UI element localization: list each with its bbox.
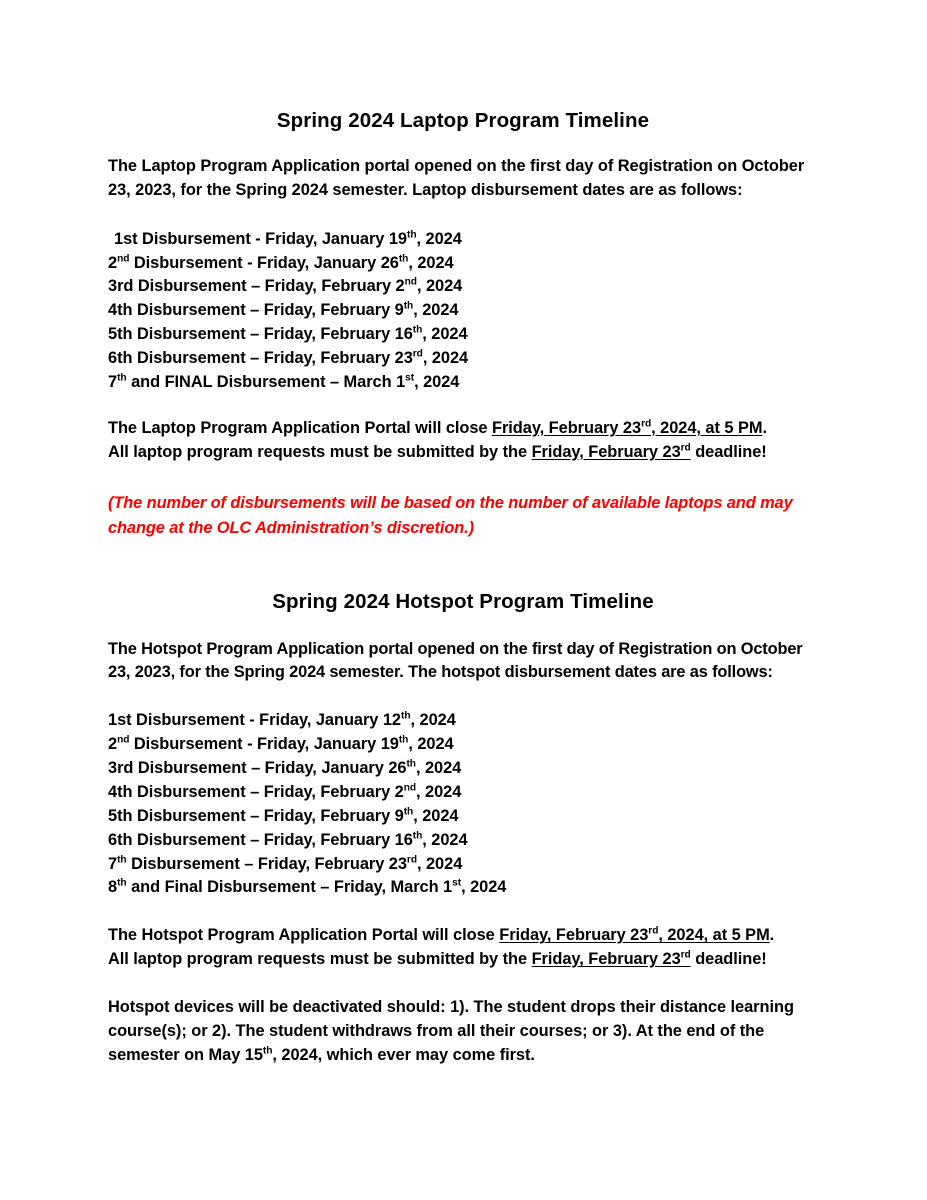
disbursement-ordinal: 1st [108,711,132,730]
close-prefix: The Laptop Program Application Portal will close [108,418,492,437]
close-suffix: . [769,926,775,945]
disbursement-ordinal: 6th [108,349,133,368]
day-suffix: th [398,253,409,265]
ordinal-suffix: th [117,372,127,384]
list-item [108,275,818,299]
disbursement-label: Disbursement – Friday, February 16 [132,830,413,849]
list-item [108,323,818,347]
laptop-disbursement-list [108,228,818,395]
disbursement-year: , 2024 [413,301,459,320]
disbursement-year: , 2024 [408,735,454,754]
day-suffix: nd [404,276,417,288]
disbursement-year: , 2024 [416,229,462,248]
disbursement-year: , 2024 [413,806,459,825]
submission-deadline-line [108,441,818,465]
list-item [108,829,818,853]
list-item [108,709,818,733]
disbursement-year: , 2024 [415,758,462,777]
disbursement-year: , 2024 [414,373,460,392]
list-item [108,757,818,781]
ordinal-suffix: th [117,854,127,866]
list-item [108,299,818,323]
disbursement-label: Disbursement – Friday, February 9 [132,301,404,320]
disbursement-year: , 2024 [416,277,463,296]
disbursement-year: , 2024 [410,711,456,730]
disbursement-year: , 2024 [416,782,462,801]
deactivation-suffix: , 2024, which ever may come first. [272,1045,535,1064]
disbursement-label: Disbursement – Friday, February 16 [132,325,413,344]
day-suffix: th [403,300,414,312]
day-suffix: rd [406,854,417,866]
hotspot-section-heading: Spring 2024 Hotspot Program Timeline [272,589,654,613]
submit-suffix: deadline! [690,950,767,969]
disbursement-ordinal: 5th [108,806,133,825]
disbursement-ordinal: 8 [108,878,118,897]
disbursement-ordinal: 4th [108,301,133,320]
disbursement-year: , 2024 [422,325,468,344]
submit-prefix: All laptop program requests must be submitted by the [108,950,532,969]
disbursement-label: Disbursement - Friday, January 19 [129,735,399,754]
day-suffix: rd [412,348,423,360]
deadline-time: , 2024, at 5 PM [658,926,770,945]
disbursement-ordinal: 3rd [108,277,134,296]
day-suffix: th [398,734,409,746]
disbursement-ordinal: 2 [108,735,118,754]
hotspot-deactivation-paragraph [108,996,818,1067]
disbursement-year: , 2024 [408,253,454,272]
portal-close-line [108,924,818,948]
deadline-date: Friday, February 23 [492,418,642,437]
disbursement-ordinal: 3rd [108,758,134,777]
disbursement-label: Disbursement – Friday, February 2 [133,277,405,296]
submit-suffix: deadline! [690,442,767,461]
day-suffix: st [405,372,415,384]
day-suffix: rd [680,442,691,454]
disbursement-ordinal: 7 [108,373,118,392]
disbursement-ordinal: 6th [108,830,133,849]
disbursement-label: Disbursement - Friday, January 12 [131,711,401,730]
deadline-time: , 2024, at 5 PM [651,418,763,437]
day-suffix: rd [680,949,691,961]
portal-close-line [108,417,818,441]
day-suffix: th [403,806,414,818]
disbursement-year: , 2024 [422,349,469,368]
disbursement-year: , 2024 [416,854,463,873]
day-suffix: th [407,229,417,241]
submit-deadline-underlined [532,443,691,461]
disbursement-label: Disbursement - Friday, January 19 [137,229,407,248]
list-item [108,347,818,371]
day-suffix: th [401,710,411,722]
close-deadline-underlined [492,419,762,437]
disbursement-year: , 2024 [422,830,468,849]
list-item [108,733,818,757]
list-item [108,853,818,877]
deactivation-prefix: Hotspot devices will be deactivated should: 1). The student drops their distance learning course(s); or 2). The student withdraws from all their courses; or 3). At the end of the semester on May 15 [108,997,794,1064]
laptop-portal-close-paragraph [108,417,818,465]
disbursement-label: Disbursement - Friday, January 26 [129,253,399,272]
document-body [108,108,818,1067]
disbursement-label: Disbursement – Friday, February 2 [132,782,404,801]
day-suffix: th [262,1045,273,1057]
disbursement-label: and Final Disbursement – Friday, March 1 [126,878,453,897]
disbursement-year: , 2024 [461,878,507,897]
list-item [108,805,818,829]
deadline-date: Friday, February 23 [499,926,649,945]
disbursement-ordinal: 5th [108,325,133,344]
disbursement-ordinal: 7 [108,854,118,873]
disbursement-label: Disbursement – Friday, February 23 [132,349,413,368]
deadline-date: Friday, February 23 [531,950,681,969]
list-item [108,371,818,395]
hotspot-intro-paragraph: The Hotspot Program Application portal opened on the first day of Registration on October 23, 2023, for the Spring 2024 semester. The hotspot disbursement dates are as follows: [108,639,803,682]
disbursement-label: and FINAL Disbursement – March 1 [126,373,406,392]
list-item [108,781,818,805]
laptop-disbursement-disclaimer: (The number of disbursements will be based on the number of available laptops and may change at the OLC Administration’s discretion.) [108,493,793,537]
close-prefix: The Hotspot Program Application Portal will close [108,926,500,945]
submission-deadline-line [108,948,818,972]
submit-deadline-underlined [532,950,691,968]
hotspot-portal-close-paragraph [108,924,818,972]
day-suffix: st [452,878,462,889]
submit-prefix: All laptop program requests must be submitted by the [108,442,532,461]
disbursement-ordinal: 4th [108,782,133,801]
laptop-section-heading: Spring 2024 Laptop Program Timeline [276,109,650,132]
list-item [108,876,818,900]
close-deadline-underlined [499,926,769,944]
day-suffix: th [406,758,416,770]
ordinal-suffix: nd [117,253,130,265]
list-item [108,228,818,252]
day-suffix: th [412,324,423,336]
ordinal-suffix: th [117,878,127,889]
day-suffix: nd [403,782,417,794]
disbursement-label: Disbursement – Friday, February 23 [126,854,407,873]
day-suffix: th [412,830,423,842]
ordinal-suffix: nd [117,734,130,746]
day-suffix: rd [641,418,652,430]
disbursement-label: Disbursement – Friday, January 26 [133,758,407,777]
hotspot-disbursement-list [108,709,818,900]
day-suffix: rd [648,925,659,937]
list-item [108,252,818,276]
disbursement-ordinal: 1st [114,229,138,248]
deadline-date: Friday, February 23 [531,442,681,461]
laptop-intro-paragraph: The Laptop Program Application portal opened on the first day of Registration on October 23, 2023, for the Spring 2024 semester. Laptop disbursement dates are as follows: [108,157,805,199]
disbursement-ordinal: 2 [108,253,118,272]
disbursement-label: Disbursement – Friday, February 9 [132,806,404,825]
close-suffix: . [762,418,767,437]
